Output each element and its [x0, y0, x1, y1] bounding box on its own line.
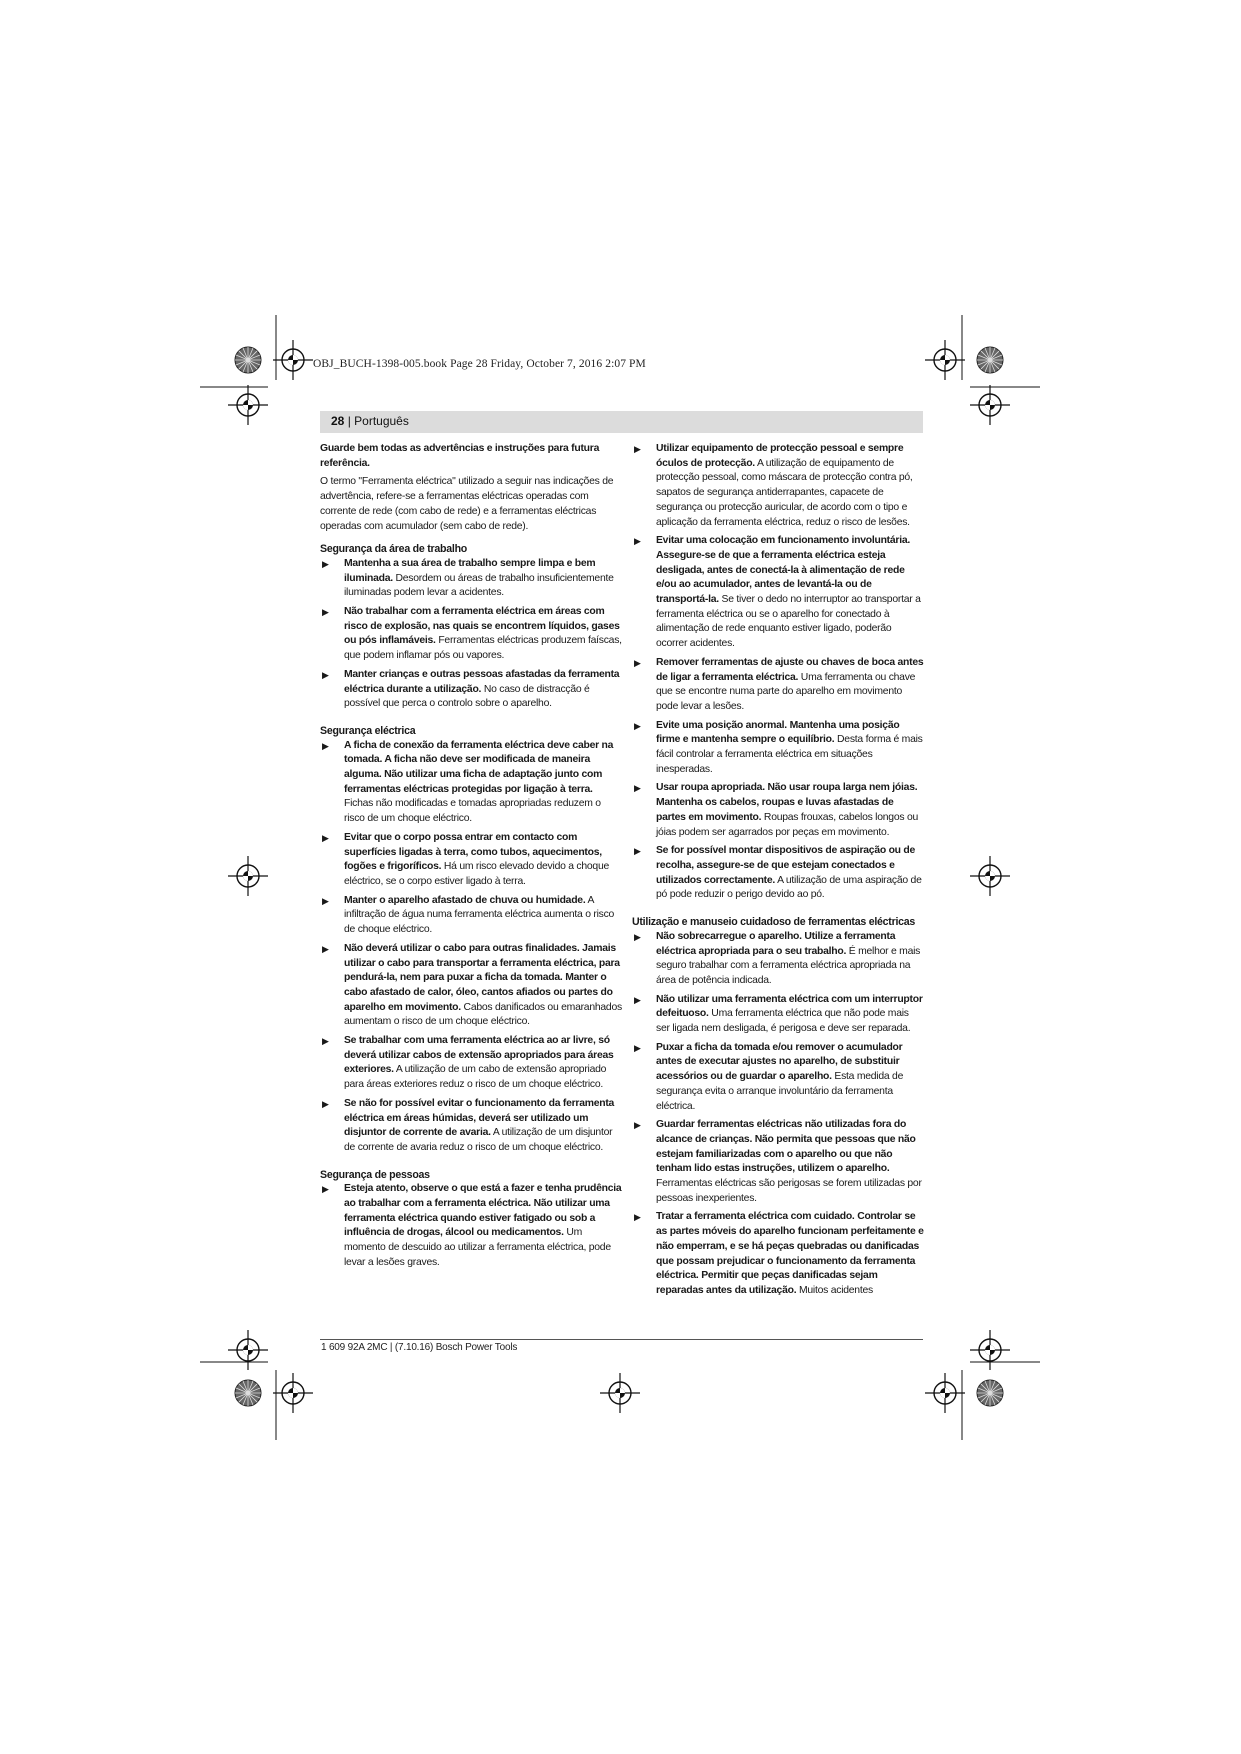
section-heading-electrical: Segurança eléctrica — [320, 724, 416, 737]
section-heading-workarea: Segurança da área de trabalho — [320, 543, 468, 556]
right-column — [632, 442, 924, 1303]
list-item: ▶ Manter crianças e outras pessoas afastadas da ferramenta eléctrica durante a utilização. No caso de distracção é possível que perca o controlo sobre o aparelho. — [322, 668, 620, 710]
arrow-icon: ▶ — [322, 832, 329, 843]
arrow-icon: ▶ — [322, 669, 329, 680]
section-heading-persons: Segurança de pessoas — [320, 1168, 430, 1181]
list-item: ▶ A ficha de conexão da ferramenta eléctrica deve caber na tomada. A ficha não deve ser modificada de maneira alguma. Não utilizar uma ficha de adaptação junto com ferramentas eléctricas protegidas por ligação à terra. Fichas não modificadas e tomadas apropriadas reduzem o risco de um choque eléctrico. — [322, 739, 614, 825]
list-item: ▶ Evitar uma colocação em funcionamento involuntária. Assegure-se de que a ferramenta eléctrica esteja desligada, antes de conectá-la à alimentação de rede e/ou ao acumulador, antes de levantá-la ou de transportá-la. Se tiver o dedo no interruptor ao transportar a ferramenta eléctrica ou se o aparelho for conectado à alimentação de rede enquanto estiver ligado, poderão ocorrer acidentes. — [634, 535, 921, 650]
list-item: ▶ Não utilizar uma ferramenta eléctrica com um interruptor defeituoso. Uma ferramenta eléctrica que não pode mais ser ligada nem desligada, é perigosa e deve ser reparada. — [634, 993, 923, 1035]
list-item: ▶ Se for possível montar dispositivos de aspiração ou de recolha, assegure-se de que estejam conectados e utilizados correctamente. A utilização de uma aspiração de pó pode reduzir o perigo devido ao pó. — [634, 845, 922, 901]
list-item: ▶ Guardar ferramentas eléctricas não utilizadas fora do alcance de crianças. Não permita que pessoas que não estejam familiarizadas com o aparelho ou que não tenham lido estas instruções, utilizem o aparelho. Ferramentas eléctricas são perigosas se forem utilizadas por pessoas inexperientes. — [634, 1119, 922, 1204]
intro-bold: Guarde bem todas as advertências e instruções para futura referência. — [320, 443, 600, 469]
list-item: ▶ Se não for possível evitar o funcionamento da ferramenta eléctrica em áreas húmidas, deverá ser utilizado um disjuntor de corrente de avaria. A utilização de um disjuntor de corrente de avaria reduz o risco de um choque eléctrico. — [322, 1097, 615, 1153]
arrow-icon: ▶ — [322, 1184, 329, 1195]
list-item: ▶ Não sobrecarregue o aparelho. Utilize a ferramenta eléctrica apropriada para o seu trabalho. É melhor e mais seguro trabalhar com a ferramenta eléctrica apropriada na área de potência indicada. — [634, 930, 921, 986]
arrow-icon: ▶ — [634, 1042, 641, 1053]
intro-text: O termo "Ferramenta eléctrica" utilizado a seguir nas indicações de advertência, refere-se a ferramentas eléctricas operadas com corrente de rede (com cabo de rede) e a ferramentas eléctricas operadas com acumulador (sem cabo de rede). — [320, 476, 614, 532]
header-language: Português — [354, 414, 409, 428]
list-item: ▶ Usar roupa apropriada. Não usar roupa larga nem jóias. Mantenha os cabelos, roupas e luvas afastadas de partes em movimento. Roupas frouxas, cabelos longos ou jóias podem ser agarrados por peças em movimento. — [634, 782, 918, 838]
left-column — [320, 442, 622, 1275]
arrow-icon: ▶ — [322, 740, 329, 751]
arrow-icon: ▶ — [634, 783, 641, 794]
arrow-icon: ▶ — [322, 607, 329, 618]
list-item: ▶ Evite uma posição anormal. Mantenha uma posição firme e mantenha sempre o equilíbrio. Desta forma é mais fácil controlar a ferramenta eléctrica em situações inesperadas. — [634, 719, 923, 775]
list-item: ▶ Utilizar equipamento de protecção pessoal e sempre óculos de protecção. A utilização de equipamento de protecção pessoal, como máscara de protecção contra pó, sapatos de segurança antiderrapantes, capacete de segurança ou protecção auricular, de acordo com o tipo e aplicação da ferramenta eléctrica, reduz o risco de lesões. — [634, 443, 913, 528]
page-header-band — [320, 411, 923, 433]
footer-rule — [320, 1339, 923, 1340]
list-item: ▶ Tratar a ferramenta eléctrica com cuidado. Controlar se as partes móveis do aparelho funcionam perfeitamente e não emperram, e se há peças quebradas ou danificadas que possam prejudicar o funcionamento da ferramenta eléctrica. Permitir que peças danificadas sejam reparadas antes da utilização. Muitos acidentes — [634, 1211, 924, 1296]
list-item: ▶ Remover ferramentas de ajuste ou chaves de boca antes de ligar a ferramenta eléctrica. Uma ferramenta ou chave que se encontre numa parte do aparelho em movimento pode levar a lesões. — [634, 656, 924, 712]
list-item: ▶ Se trabalhar com uma ferramenta eléctrica ao ar livre, só deverá utilizar cabos de extensão apropriados para áreas exteriores. A utilização de um cabo de extensão apropriado para áreas exteriores reduz o risco de um choque eléctrico. — [322, 1035, 614, 1091]
arrow-icon: ▶ — [322, 1098, 329, 1109]
page-header — [331, 414, 409, 428]
list-item: ▶ Não trabalhar com a ferramenta eléctrica em áreas com risco de explosão, nas quais se encontrem líquidos, gases ou pós inflamáveis. Ferramentas eléctricas produzem faíscas, que podem inflamar pós ou vapores. — [322, 606, 622, 662]
arrow-icon: ▶ — [634, 444, 641, 454]
arrow-icon: ▶ — [634, 536, 641, 547]
list-item: ▶ Mantenha a sua área de trabalho sempre limpa e bem iluminada. Desordem ou áreas de trabalho insuficientemente iluminadas podem levar a acidentes. — [322, 557, 614, 599]
arrow-icon: ▶ — [322, 943, 329, 954]
arrow-icon: ▶ — [634, 1212, 641, 1223]
arrow-icon: ▶ — [322, 1036, 329, 1047]
arrow-icon: ▶ — [634, 1120, 641, 1131]
arrow-icon: ▶ — [322, 895, 329, 906]
list-item: ▶ Esteja atento, observe o que está a fazer e tenha prudência ao trabalhar com a ferramenta eléctrica. Não utilizar uma ferramenta eléctrica quando estiver fatigado ou sob a influência de drogas, álcool ou medicamentos. Um momento de descuido ao utilizar a ferramenta eléctrica, pode levar a lesões graves. — [322, 1183, 622, 1268]
arrow-icon: ▶ — [634, 720, 641, 731]
header-separator: | — [344, 414, 355, 428]
arrow-icon: ▶ — [634, 657, 641, 668]
arrow-icon: ▶ — [634, 931, 641, 942]
arrow-icon: ▶ — [634, 994, 641, 1005]
arrow-icon: ▶ — [634, 846, 641, 857]
arrow-icon: ▶ — [322, 558, 329, 569]
section-heading-tool-use: Utilização e manuseio cuidadoso de ferramentas eléctricas — [632, 916, 916, 929]
list-item: ▶ Não deverá utilizar o cabo para outras finalidades. Jamais utilizar o cabo para transportar a ferramenta eléctrica, para pendurá-la, nem para puxar a ficha da tomada. Manter o cabo afastado de calor, óleo, cantos afiados ou partes do aparelho em movimento. Cabos danificados ou emaranhados aumentam o risco de um choque eléctrico. — [322, 942, 622, 1028]
page-footer: 1 609 92A 2MC | (7.10.16) Bosch Power Tools — [321, 1342, 518, 1353]
list-item: ▶ Manter o aparelho afastado de chuva ou humidade. A infiltração de água numa ferramenta eléctrica aumenta o risco de choque eléctrico. — [322, 894, 615, 936]
list-item: ▶ Puxar a ficha da tomada e/ou remover o acumulador antes de executar ajustes no aparelho, de substituir acessórios ou de guardar o aparelho. Esta medida de segurança evita o arranque involuntário da ferramenta eléctrica. — [634, 1041, 904, 1112]
print-slug: OBJ_BUCH-1398-005.book Page 28 Friday, October 7, 2016 2:07 PM — [313, 358, 646, 370]
page-number: 28 — [331, 414, 345, 428]
list-item: ▶ Evitar que o corpo possa entrar em contacto com superfícies ligadas à terra, como tubos, aquecimentos, fogões e frigoríficos. Há um risco elevado devido a choque eléctrico, se o corpo estiver ligado à terra. — [322, 831, 610, 887]
